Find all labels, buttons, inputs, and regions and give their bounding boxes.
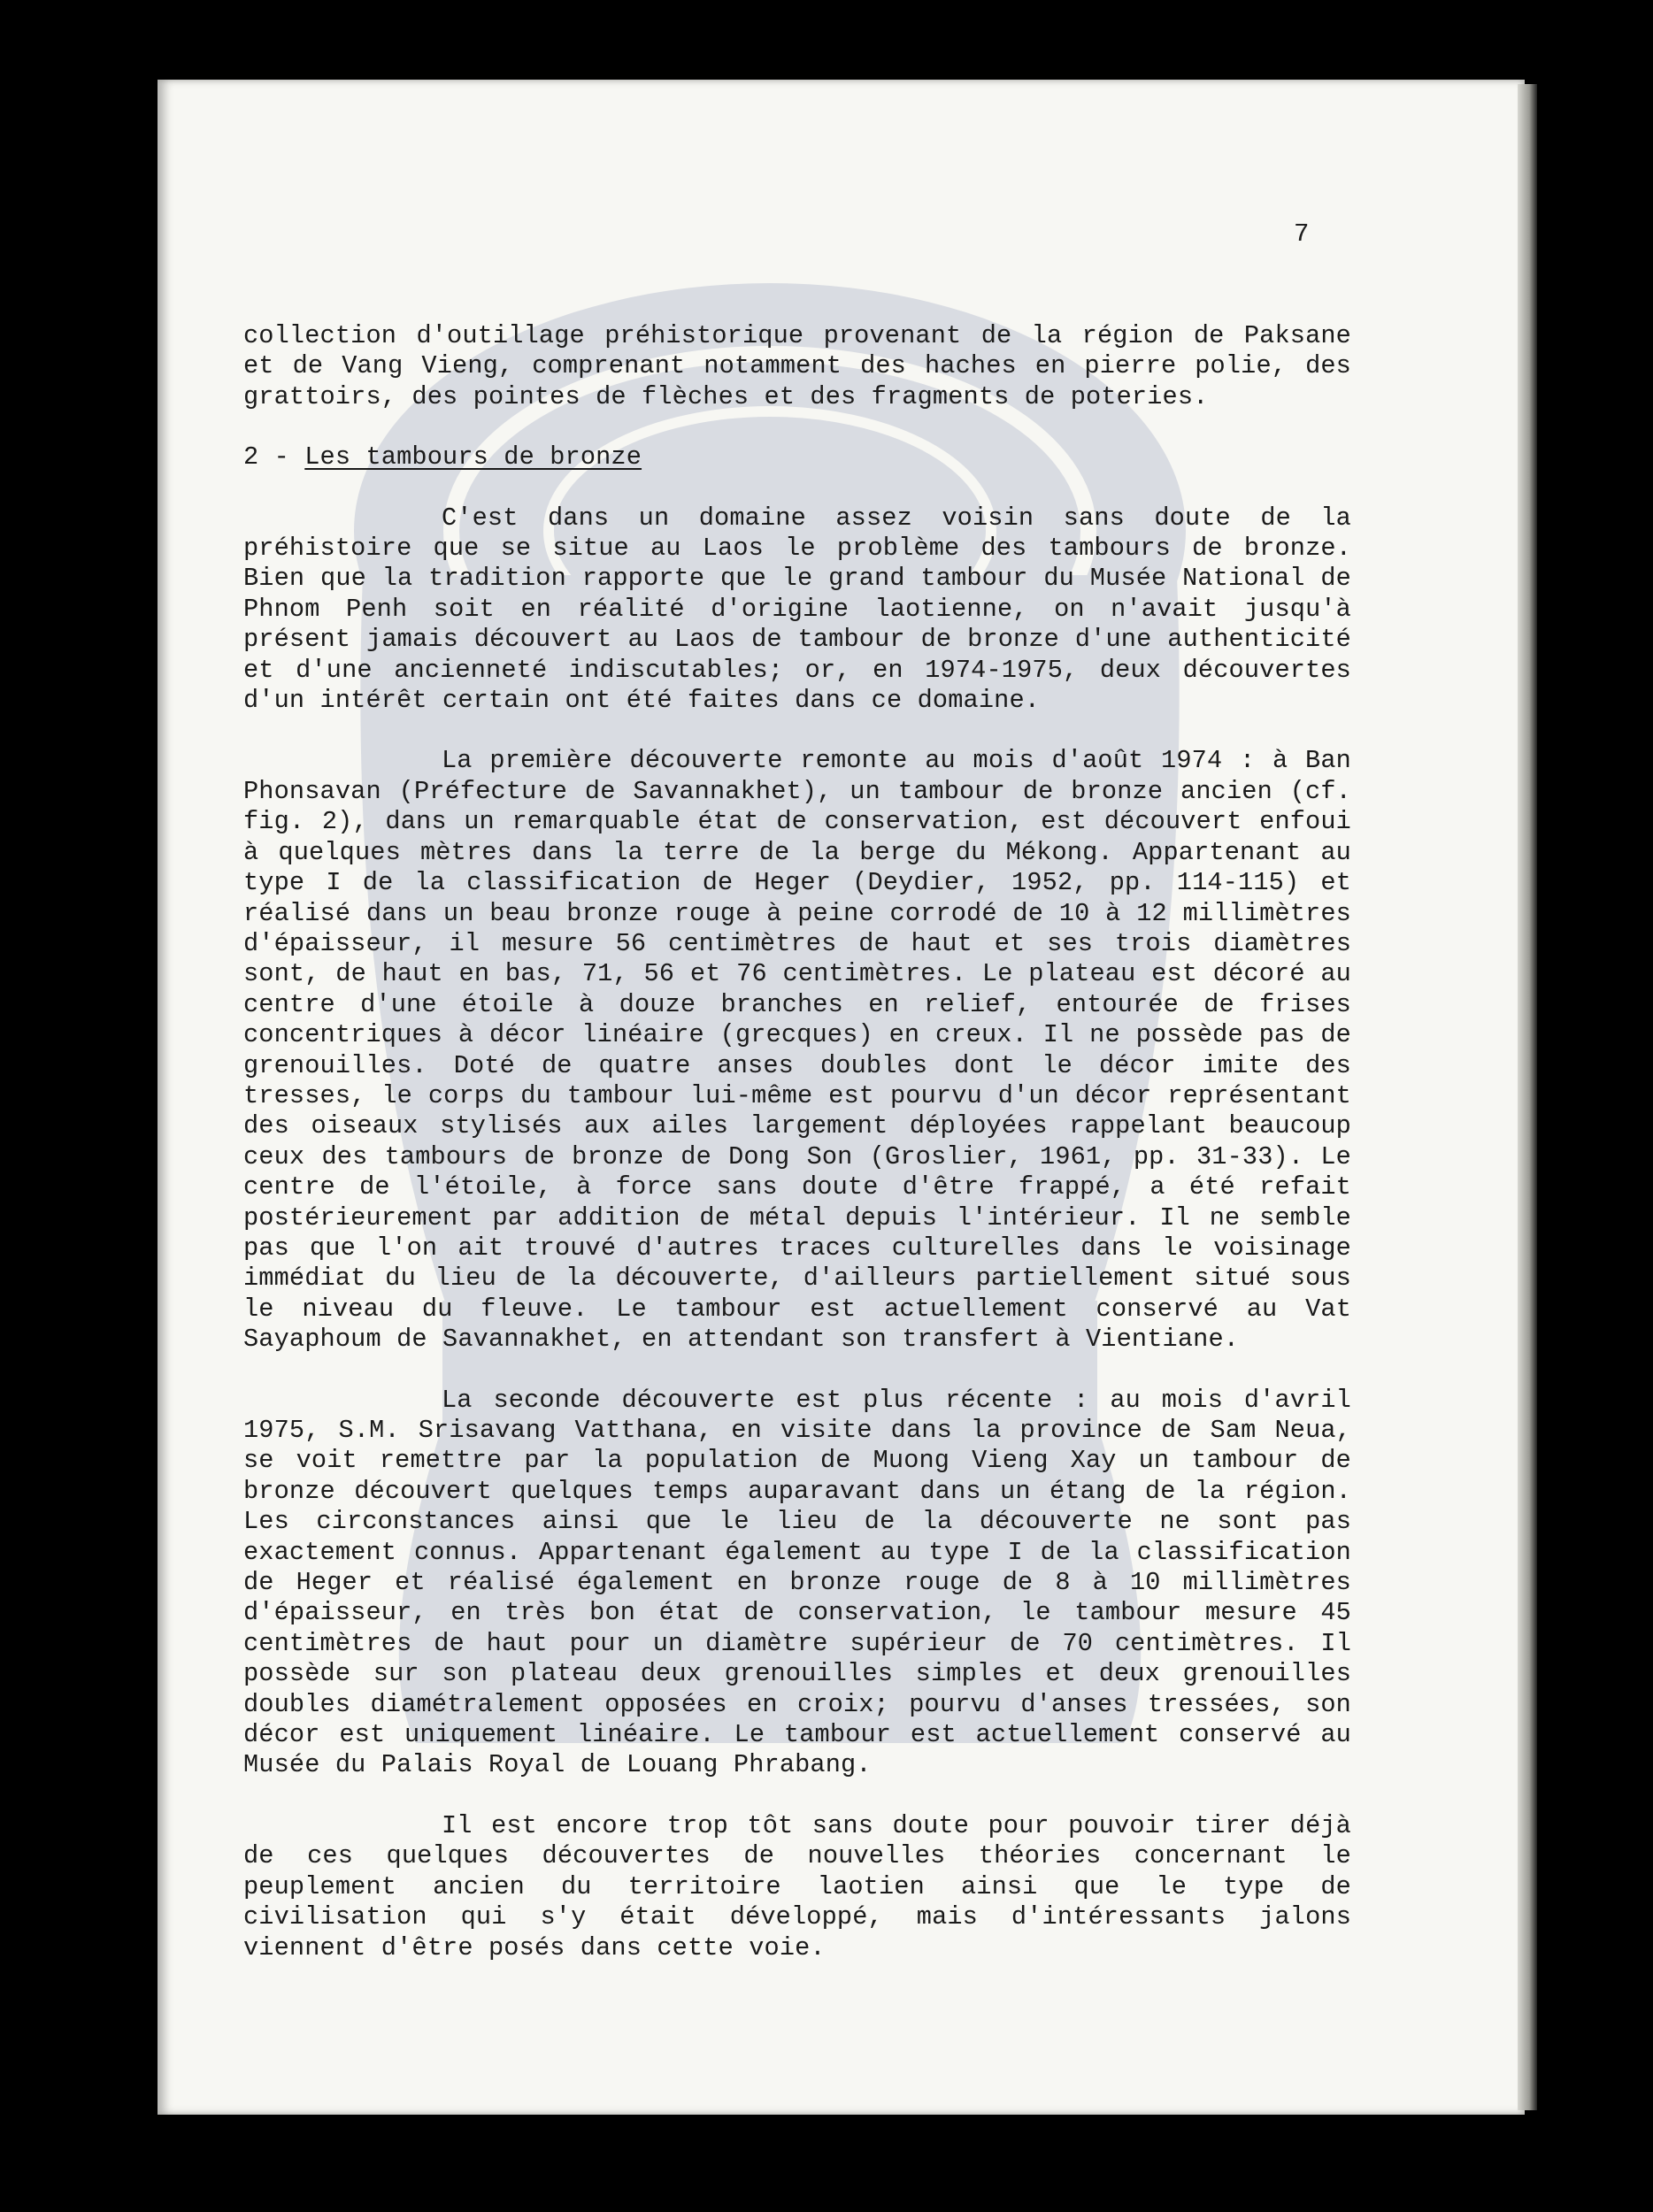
paragraph-1: C'est dans un domaine assez voisin sans doute de la préhistoire que se situe au Laos le problème des tambours de bronze. Bien que la tradition rapporte que le grand tambour du Musée National de Phnom Penh soit en réalité d'origine laotienne, on n'avait jusqu'à présent jamais découvert au Laos de tambour de bronze d'une authenticité et d'une ancienneté indiscutables; or, en 1974-1975, deux découvertes d'un intérêt certain ont été faites dans ce domaine. [243, 503, 1351, 716]
section-heading [243, 442, 1351, 472]
page-edge [1518, 84, 1537, 2110]
paragraph-4: Il est encore trop tôt sans doute pour pouvoir tirer déjà de ces quelques découvertes de nouvelles théories concernant le peuplement ancien du territoire laotien ainsi que le type de civilisation qui s'y était développé, mais d'intéressants jalons viennent d'être posés dans cette voie. [243, 1810, 1351, 1962]
section-title: Les tambours de bronze [304, 442, 642, 472]
section-number: 2 - [243, 442, 289, 472]
body-text [243, 321, 1351, 1993]
intro-paragraph: collection d'outillage préhistorique provenant de la région de Paksane et de Vang Vieng, comprenant notamment des haches en pierre polie, des grattoirs, des pointes de flèches et des fragments de poteries. [243, 321, 1351, 411]
paragraph-2: La première découverte remonte au mois d'août 1974 : à Ban Phonsavan (Préfecture de Savannakhet), un tambour de bronze ancien (cf. fig. 2), dans un remarquable état de conservation, est découvert enfoui à quelques mètres dans la terre de la berge du Mékong. Appartenant au type I de la classification de Heger (Deydier, 1952, pp. 114-115) et réalisé dans un beau bronze rouge à peine corrodé de 10 à 12 millimètres d'épaisseur, il mesure 56 centimètres de haut et ses trois diamètres sont, de haut en bas, 71, 56 et 76 centimètres. Le plateau est décoré au centre d'une étoile à douze branches en relief, entourée de frises concentriques à décor linéaire (grecques) en creux. Il ne possède pas de grenouilles. Doté de quatre anses doubles dont le décor imite des tresses, le corps du tambour lui-même est pourvu d'un décor représentant des oiseaux stylisés aux ailes largement déployées rappelant beaucoup ceux des tambours de bronze de Dong Son (Groslier, 1961, pp. 31-33). Le centre de l'étoile, à force sans doute d'être frappé, a été refait postérieurement par addition de métal depuis l'intérieur. Il ne semble pas que l'on ait trouvé d'autres traces culturelles dans le voisinage immédiat du lieu de la découverte, d'ailleurs partiellement situé sous le niveau du fleuve. Le tambour est actuellement conservé au Vat Sayaphoum de Savannakhet, en attendant son transfert à Vientiane. [243, 746, 1351, 1355]
paragraph-3: La seconde découverte est plus récente : au mois d'avril 1975, S.M. Srisavang Vatthana, en visite dans la province de Sam Neua, se voit remettre par la population de Muong Vieng Xay un tambour de bronze découvert quelques temps auparavant dans un étang de la région. Les circonstances ainsi que le lieu de la découverte ne sont pas exactement connus. Appartenant également au type I de la classification de Heger et réalisé également en bronze rouge de 8 à 10 millimètres d'épaisseur, en très bon état de conservation, le tambour mesure 45 centimètres de haut pour un diamètre supérieur de 70 centimètres. Il possède sur son plateau deux grenouilles simples et deux grenouilles doubles diamétralement opposées en croix; pourvu d'anses tressées, son décor est uniquement linéaire. Le tambour est actuellement conservé au Musée du Palais Royal de Louang Phrabang. [243, 1385, 1351, 1780]
page-number: 7 [1294, 219, 1310, 249]
